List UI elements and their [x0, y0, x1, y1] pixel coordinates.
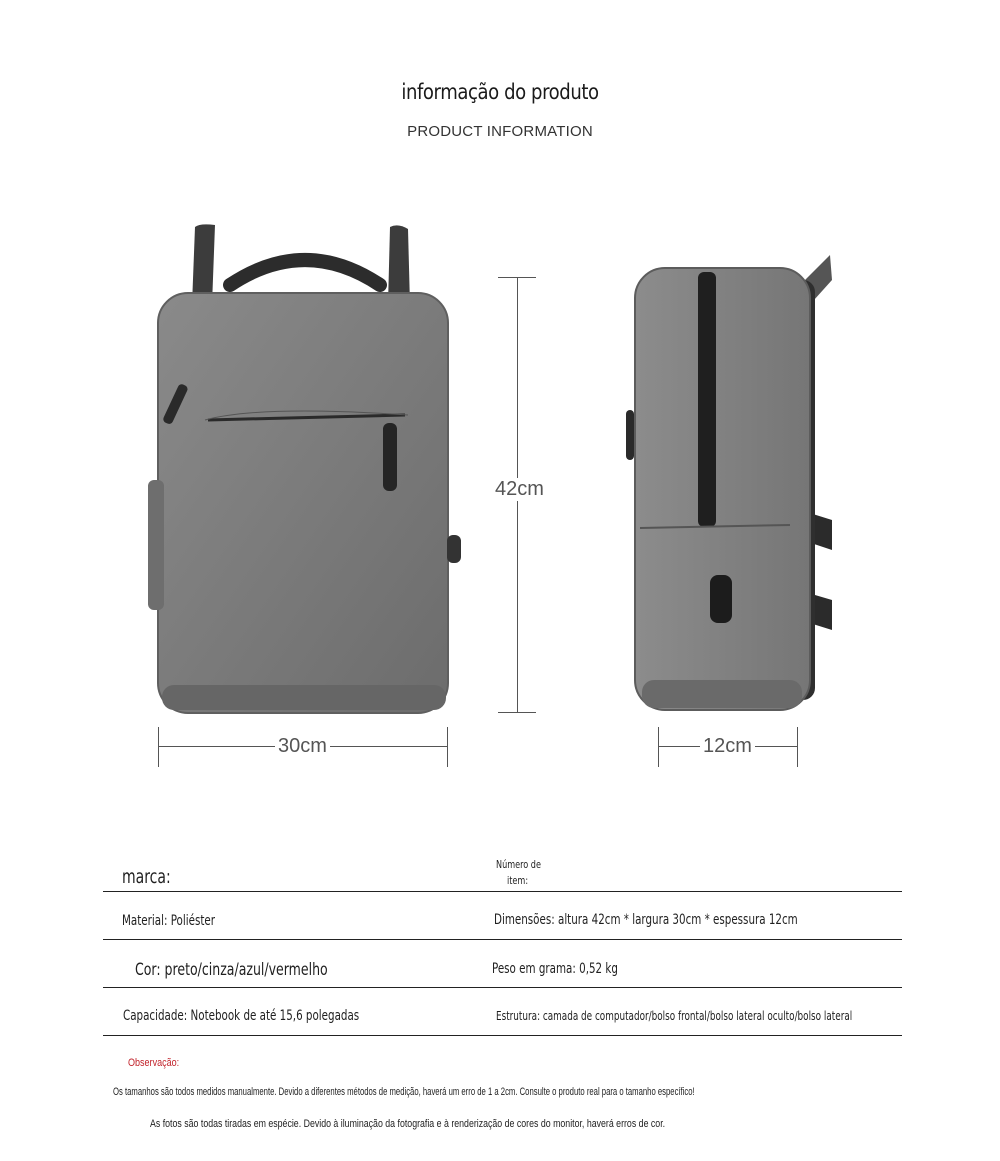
table-rule-2	[103, 939, 902, 940]
notes-label: Observação:	[128, 1057, 180, 1069]
height-label: 42cm	[492, 478, 547, 501]
width-dimension-right-tick	[447, 727, 448, 767]
backpack-front-image	[140, 215, 480, 725]
item-number-label-line1: Número de	[496, 858, 541, 871]
structure-spec: Estrutura: camada de computador/bolso frontal/bolso lateral oculto/bolso lateral	[496, 1009, 853, 1023]
item-number-label-line2: item:	[507, 874, 529, 887]
table-rule-1	[103, 891, 902, 892]
capacity-spec: Capacidade: Notebook de até 15,6 polegadas	[123, 1008, 360, 1024]
depth-label: 12cm	[700, 735, 755, 758]
width-dimension-left-tick	[158, 727, 159, 767]
note-measurement: Os tamanhos são todos medidos manualmente. Devido a diferentes métodos de medição, haverá um erro de 1 a 2cm. Consulte o produto real para o tamanho específico!	[113, 1086, 695, 1098]
table-rule-3	[103, 987, 902, 988]
brand-label: marca:	[122, 866, 171, 888]
height-dimension-bottom-tick	[498, 712, 536, 713]
page-title: informação do produto	[401, 80, 599, 104]
material-spec: Material: Poliéster	[122, 913, 215, 929]
page-subtitle: PRODUCT INFORMATION	[407, 123, 593, 140]
depth-dimension-left-tick	[658, 727, 659, 767]
depth-dimension-right-tick	[797, 727, 798, 767]
backpack-side-image	[620, 250, 835, 720]
note-color: As fotos são todas tiradas em espécie. Devido à iluminação da fotografia e à renderização de cores do monitor, haverá erros de cor.	[150, 1118, 666, 1130]
table-rule-4	[103, 1035, 902, 1036]
height-dimension-top-tick	[498, 277, 536, 278]
dimensions-spec: Dimensões: altura 42cm * largura 30cm * espessura 12cm	[494, 912, 798, 928]
color-spec: Cor: preto/cinza/azul/vermelho	[135, 960, 328, 980]
width-label: 30cm	[275, 735, 330, 758]
weight-spec: Peso em grama: 0,52 kg	[492, 961, 618, 977]
